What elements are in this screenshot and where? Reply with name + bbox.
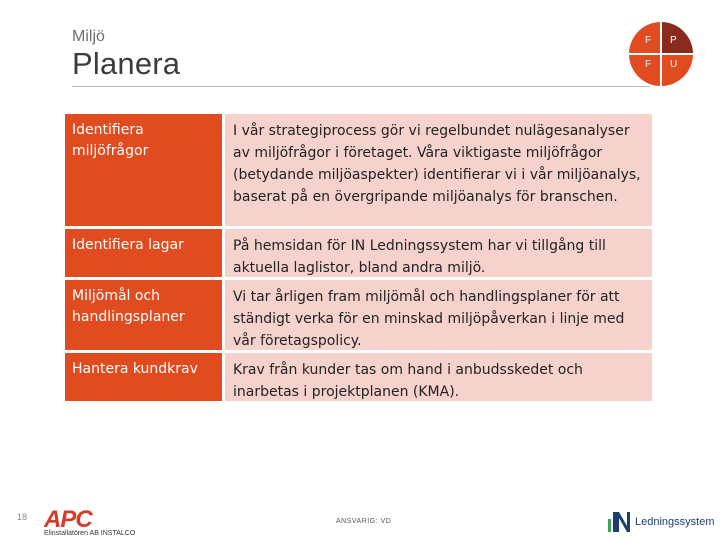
row-label: Identifiera miljöfrågor — [65, 114, 222, 226]
page-title: Planera — [72, 46, 181, 81]
apc-logo — [44, 508, 154, 540]
in-ledningssystem-logo — [608, 512, 715, 532]
table-row — [65, 280, 652, 350]
row-description: Vi tar årligen fram miljömål och handlingsplaner för att ständigt verka för en minskad miljöpåverkan i linje med vår företagspolicy. — [225, 280, 652, 350]
row-description: Krav från kunder tas om hand i anbudsskedet och inarbetas i projektplanen (KMA). — [225, 353, 652, 401]
apc-logo-subtext: Elinstallatören AB INSTALCO — [44, 530, 136, 537]
planning-table — [65, 114, 652, 404]
pdca-quadrant-top-left: F — [645, 35, 652, 46]
table-row — [65, 114, 652, 226]
table-row — [65, 229, 652, 277]
in-logo-icon — [608, 512, 630, 532]
apc-logo-text: APC — [44, 506, 92, 533]
row-label: Hantera kundkrav — [65, 353, 222, 401]
page-number: 18 — [17, 512, 28, 522]
pdca-quadrant-bottom-right: U — [670, 59, 678, 70]
row-description: På hemsidan för IN Ledningssystem har vi tillgång till aktuella laglistor, bland andra miljö. — [225, 229, 652, 277]
table-row — [65, 353, 652, 401]
row-label: Miljömål och handlingsplaner — [65, 280, 222, 350]
pdca-quadrant-bottom-left: F — [645, 59, 652, 70]
section-supertitle: Miljö — [72, 28, 105, 45]
pdca-quadrant-top-right: P — [670, 35, 677, 46]
row-description: I vår strategiprocess gör vi regelbundet nulägesanalyser av miljöfrågor i företaget. Våra viktigaste miljöfrågor (betydande miljöaspekter) identifierar vi i vår miljöanalys, baserat på en övergripande miljöanalys för branschen. — [225, 114, 652, 226]
pdca-cycle-icon — [627, 20, 695, 88]
in-logo-text: Ledningssystem — [635, 516, 715, 528]
row-label: Identifiera lagar — [65, 229, 222, 277]
title-divider — [72, 86, 650, 87]
responsible-label: ANSVARIG: VD — [336, 518, 392, 525]
